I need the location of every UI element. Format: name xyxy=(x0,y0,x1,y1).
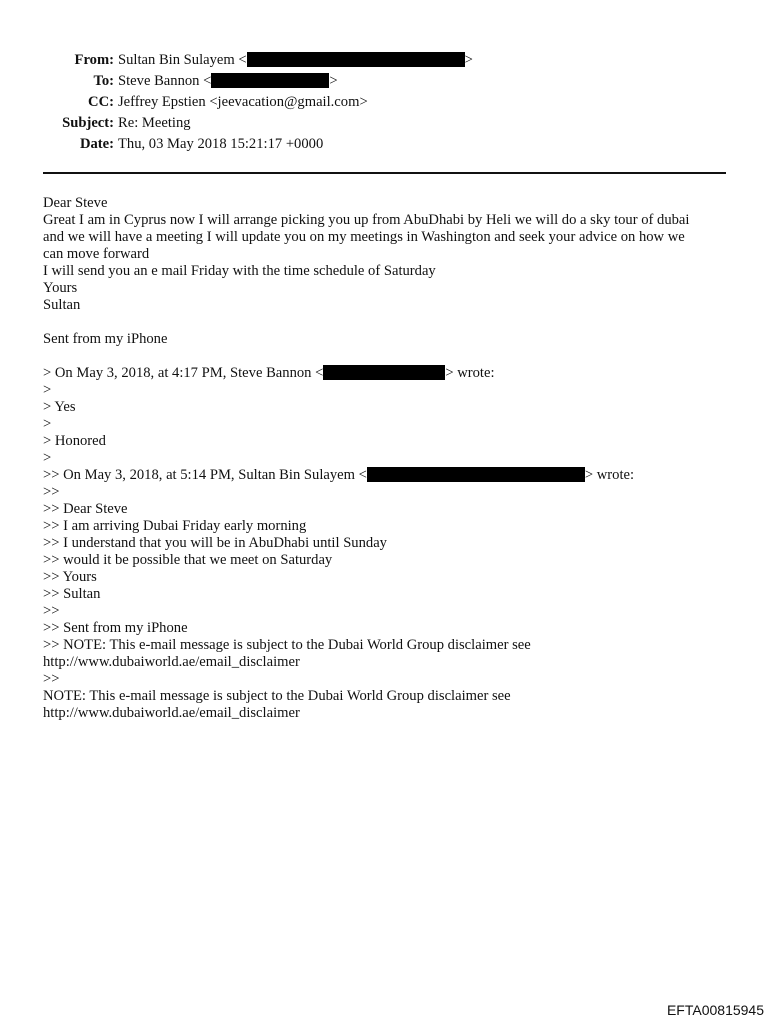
quote-attribution-pre: >> On May 3, 2018, at 5:14 PM, Sultan Bin Sulayem < xyxy=(43,467,367,483)
to-close: > xyxy=(329,73,338,89)
cc-label: CC: xyxy=(88,94,114,110)
quote-attribution-post: > wrote: xyxy=(445,365,495,381)
quote-line: > Honored xyxy=(43,433,106,449)
body-line: Dear Steve xyxy=(43,195,108,211)
body-line: Great I am in Cyprus now I will arrange picking you up from AbuDhabi by Heli we will do a sky tour of dubai xyxy=(43,212,690,228)
quote-line: > xyxy=(43,382,52,398)
redaction-box xyxy=(247,52,465,67)
to-label: To: xyxy=(93,73,114,89)
document-id: EFTA00815945 xyxy=(666,1002,764,1018)
quote-line: > xyxy=(43,416,52,432)
date-value: Thu, 03 May 2018 15:21:17 +0000 xyxy=(118,136,324,152)
header-divider xyxy=(43,172,726,174)
quote-line: >> xyxy=(43,484,60,500)
signature-line: Sent from my iPhone xyxy=(43,331,168,347)
quote-line: >> I understand that you will be in AbuDhabi until Sunday xyxy=(43,535,387,551)
body-line: Sultan xyxy=(43,297,81,313)
quote-line: >> NOTE: This e-mail message is subject to the Dubai World Group disclaimer see xyxy=(43,637,531,653)
from-value xyxy=(118,50,473,71)
blank-line xyxy=(43,314,743,331)
redaction-box xyxy=(323,365,445,380)
subject-label: Subject: xyxy=(62,115,114,131)
quote-line: >> Sultan xyxy=(43,586,101,602)
email-body xyxy=(43,195,743,722)
disclaimer-link[interactable]: http://www.dubaiworld.ae/email_disclaimer xyxy=(43,705,300,721)
body-line: I will send you an e mail Friday with the time schedule of Saturday xyxy=(43,263,436,279)
quote-line: >> would it be possible that we meet on Saturday xyxy=(43,552,333,568)
quote-line: >> xyxy=(43,603,60,619)
body-line: can move forward xyxy=(43,246,150,262)
quote-line: >> xyxy=(43,671,60,687)
from-close: > xyxy=(464,52,473,68)
quote-attribution-post: > wrote: xyxy=(584,467,635,483)
quote-line: > xyxy=(43,450,52,466)
cc-value: Jeffrey Epstien <jeevacation@gmail.com> xyxy=(118,94,368,110)
to-value xyxy=(118,71,338,92)
quote-line xyxy=(43,467,743,484)
redaction-box xyxy=(367,467,585,482)
body-line: Yours xyxy=(43,280,78,296)
disclaimer-note: NOTE: This e-mail message is subject to the Dubai World Group disclaimer see xyxy=(43,688,511,704)
from-name: Sultan Bin Sulayem < xyxy=(118,52,247,68)
from-label: From: xyxy=(74,52,114,68)
quote-line xyxy=(43,365,743,382)
subject-value: Re: Meeting xyxy=(118,115,191,131)
date-label: Date: xyxy=(79,136,114,152)
body-line: and we will have a meeting I will update you on my meetings in Washington and seek your advice on how we xyxy=(43,229,685,245)
quote-line: >> Yours xyxy=(43,569,97,585)
blank-line xyxy=(43,348,743,365)
disclaimer-link[interactable]: http://www.dubaiworld.ae/email_disclaimer xyxy=(43,654,300,670)
redaction-box xyxy=(211,73,329,88)
quote-line: >> I am arriving Dubai Friday early morning xyxy=(43,518,307,534)
to-name: Steve Bannon < xyxy=(118,73,212,89)
quote-line: >> Sent from my iPhone xyxy=(43,620,188,636)
quote-line: > Yes xyxy=(43,399,76,415)
quote-line: >> Dear Steve xyxy=(43,501,128,517)
quote-attribution-pre: > On May 3, 2018, at 4:17 PM, Steve Bannon < xyxy=(43,365,324,381)
